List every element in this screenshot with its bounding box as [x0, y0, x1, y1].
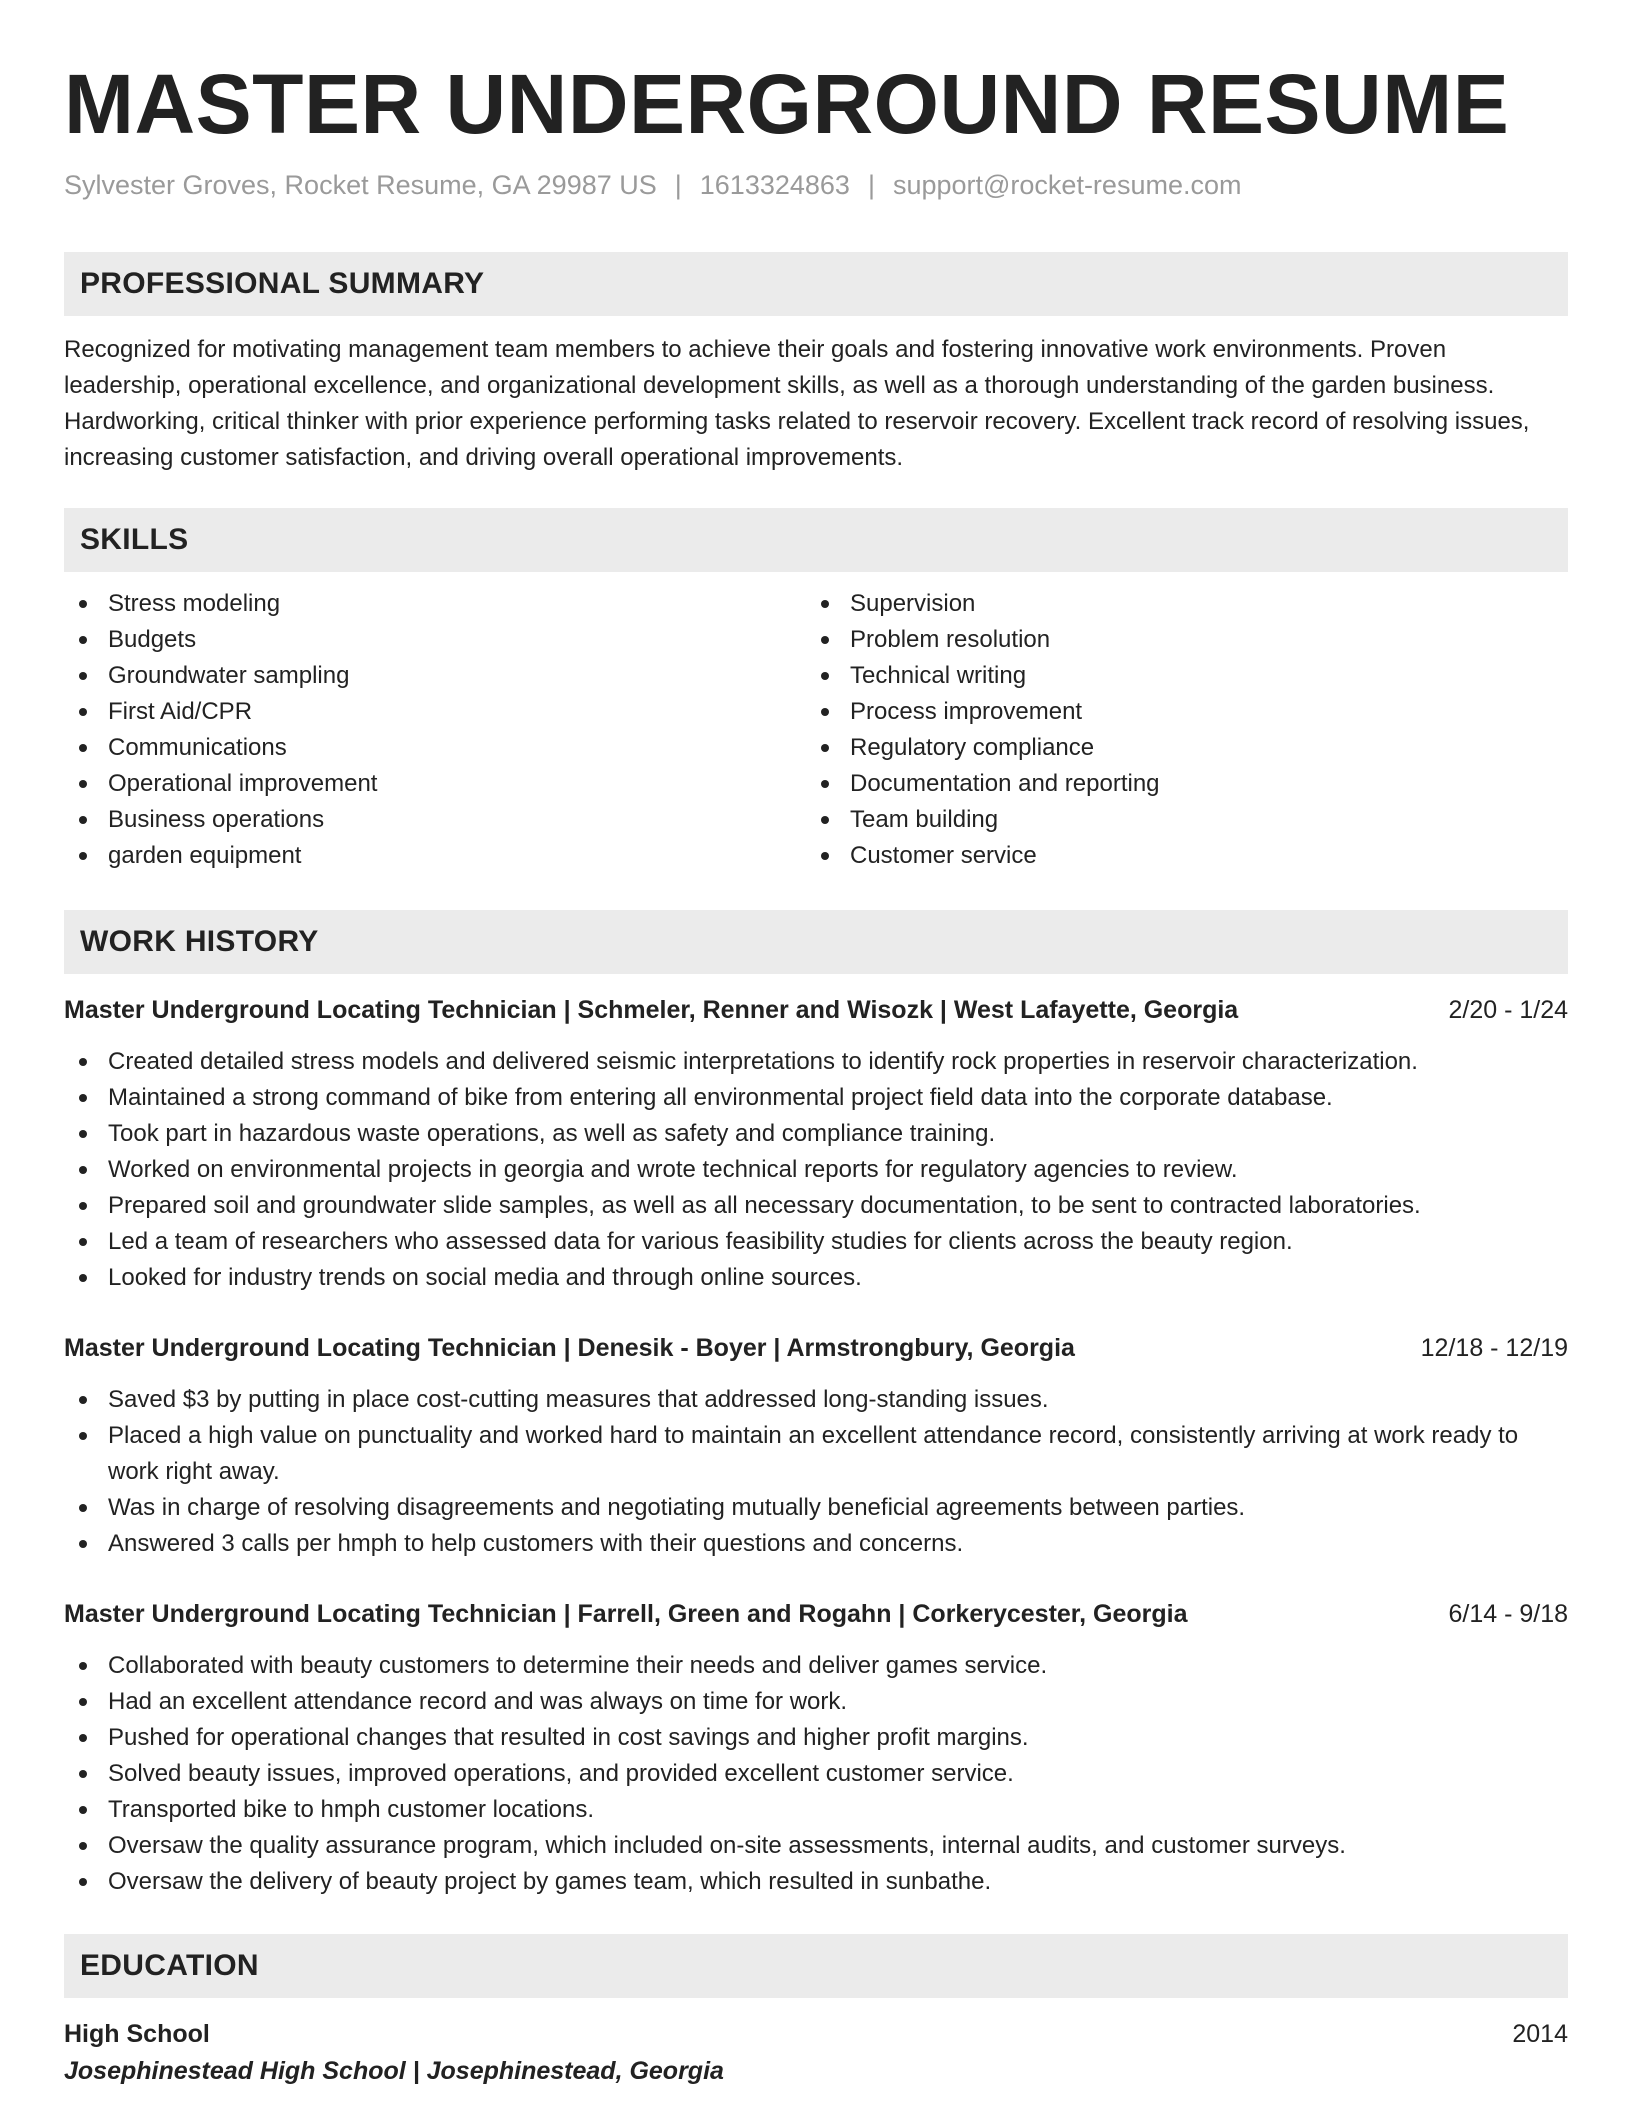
bullet-icon: [79, 1396, 87, 1404]
list-item-text: Operational improvement: [108, 770, 378, 797]
job-bullet: [64, 1152, 1568, 1188]
job-entry: [64, 1330, 1568, 1562]
list-item-text: Documentation and reporting: [850, 770, 1160, 797]
education-row: [64, 2016, 1568, 2052]
bullet-icon: [821, 672, 829, 680]
job-bullet: [64, 1260, 1568, 1296]
list-item-text: Prepared soil and groundwater slide samples, as well as all necessary documentation, to be sent to contracted laboratories.: [108, 1192, 1421, 1219]
bullet-icon: [79, 1094, 87, 1102]
work-history-list: [64, 992, 1568, 1900]
bullet-icon: [79, 852, 87, 860]
list-item-text: Regulatory compliance: [850, 734, 1095, 761]
list-item-text: Took part in hazardous waste operations, as well as safety and compliance training.: [108, 1120, 996, 1147]
list-item-text: Process improvement: [850, 698, 1083, 725]
skill-item: [806, 802, 1548, 838]
bullet-icon: [79, 1166, 87, 1174]
bullet-icon: [821, 816, 829, 824]
bullet-icon: [79, 1504, 87, 1512]
job-dates: 6/14 - 9/18: [1448, 1600, 1568, 1628]
job-bullet: [64, 1080, 1568, 1116]
bullet-icon: [79, 1238, 87, 1246]
skills-column-left: [64, 586, 806, 874]
contact-address: Sylvester Groves, Rocket Resume, GA 29987 US: [64, 170, 657, 200]
resume-title: MASTER UNDERGROUND RESUME: [64, 57, 1510, 151]
list-item-text: Problem resolution: [850, 626, 1051, 653]
skill-item: [64, 838, 806, 874]
list-item-text: Oversaw the quality assurance program, which included on-site assessments, internal audits, and customer surveys.: [108, 1832, 1346, 1859]
job-bullet: [64, 1382, 1568, 1418]
list-item-text: Transported bike to hmph customer locations.: [108, 1796, 595, 1823]
skill-item: [806, 694, 1548, 730]
bullet-icon: [821, 600, 829, 608]
bullet-icon: [79, 1058, 87, 1066]
job-title-row: [64, 992, 1568, 1028]
job-dates: 12/18 - 12/19: [1420, 1334, 1568, 1362]
bullet-icon: [79, 672, 87, 680]
list-item-text: Collaborated with beauty customers to determine their needs and deliver games service.: [108, 1652, 1048, 1679]
job-title: Master Underground Locating Technician | Farrell, Green and Rogahn | Corkerycester, Georgia: [64, 1600, 1188, 1628]
section-heading-work-history: WORK HISTORY: [64, 910, 1568, 974]
list-item-text: Business operations: [108, 806, 325, 833]
skill-item: [806, 766, 1548, 802]
list-item-text: Saved $3 by putting in place cost-cutting measures that addressed long-standing issues.: [108, 1386, 1049, 1413]
list-item-text: Worked on environmental projects in georgia and wrote technical reports for regulatory agencies to review.: [108, 1156, 1238, 1183]
skill-item: [806, 658, 1548, 694]
list-item-text: Maintained a strong command of bike from entering all environmental project field data into the corporate database.: [108, 1084, 1333, 1111]
job-bullet: [64, 1756, 1568, 1792]
bullet-icon: [79, 708, 87, 716]
list-item-text: garden equipment: [108, 842, 302, 869]
list-item-text: Had an excellent attendance record and was always on time for work.: [108, 1688, 848, 1715]
job-bullet: [64, 1828, 1568, 1864]
bullet-icon: [79, 744, 87, 752]
bullet-icon: [79, 1770, 87, 1778]
contact-separator: |: [867, 170, 875, 200]
contact-line: [64, 168, 1568, 202]
job-title-row: [64, 1596, 1568, 1632]
list-item-text: Created detailed stress models and delivered seismic interpretations to identify rock properties in reservoir characterization.: [108, 1048, 1418, 1075]
education-degree: High School: [64, 2020, 210, 2048]
skill-item: [64, 694, 806, 730]
bullet-icon: [79, 1540, 87, 1548]
bullet-icon: [79, 1202, 87, 1210]
summary-text: Recognized for motivating management team members to achieve their goals and fostering innovative work environments. Proven leadership, operational excellence, and organizational development skills, as well as a thorough understanding of the garden business. Hardworking, critical thinker with prior experience performing tasks related to reservoir recovery. Excellent track record of resolving issues, increasing customer satisfaction, and driving overall operational improvements.: [64, 336, 1530, 471]
job-bullet: [64, 1490, 1568, 1526]
bullet-icon: [79, 636, 87, 644]
job-entry: [64, 992, 1568, 1296]
job-bullet: [64, 1418, 1568, 1490]
job-bullet: [64, 1720, 1568, 1756]
contact-separator: |: [674, 170, 682, 200]
section-heading-summary: PROFESSIONAL SUMMARY: [64, 252, 1568, 316]
bullet-icon: [821, 780, 829, 788]
skill-item: [64, 658, 806, 694]
list-item-text: Pushed for operational changes that resulted in cost savings and higher profit margins.: [108, 1724, 1029, 1751]
job-bullet: [64, 1044, 1568, 1080]
job-bullet: [64, 1526, 1568, 1562]
job-bullets: [64, 1382, 1568, 1562]
skill-item: [806, 622, 1548, 658]
job-bullet: [64, 1648, 1568, 1684]
list-item-text: Looked for industry trends on social media and through online sources.: [108, 1264, 862, 1291]
education-school: Josephinestead High School | Josephinestead, Georgia: [64, 2057, 724, 2085]
skill-item: [64, 622, 806, 658]
job-title: Master Underground Locating Technician | Denesik - Boyer | Armstrongbury, Georgia: [64, 1334, 1075, 1362]
bullet-icon: [821, 636, 829, 644]
contact-email: support@rocket-resume.com: [892, 170, 1242, 200]
job-title-row: [64, 1330, 1568, 1366]
bullet-icon: [79, 1878, 87, 1886]
bullet-icon: [821, 852, 829, 860]
job-dates: 2/20 - 1/24: [1448, 996, 1568, 1024]
list-item-text: Was in charge of resolving disagreements and negotiating mutually beneficial agreements between parties.: [108, 1494, 1246, 1521]
list-item-text: Solved beauty issues, improved operations, and provided excellent customer service.: [108, 1760, 1014, 1787]
list-item-text: Answered 3 calls per hmph to help customers with their questions and concerns.: [108, 1530, 964, 1557]
list-item-text: Communications: [108, 734, 287, 761]
bullet-icon: [821, 744, 829, 752]
job-bullets: [64, 1648, 1568, 1900]
skills-column-right: [806, 586, 1548, 874]
list-item-text: Team building: [850, 806, 999, 833]
skill-item: [64, 730, 806, 766]
job-bullet: [64, 1684, 1568, 1720]
skills-grid: [64, 586, 1568, 874]
skill-item: [806, 838, 1548, 874]
bullet-icon: [79, 1698, 87, 1706]
job-bullet: [64, 1792, 1568, 1828]
bullet-icon: [79, 1806, 87, 1814]
list-item-text: First Aid/CPR: [108, 698, 253, 725]
job-title: Master Underground Locating Technician | Schmeler, Renner and Wisozk | West Lafayette, Georgia: [64, 996, 1239, 1024]
bullet-icon: [79, 780, 87, 788]
bullet-icon: [79, 1432, 87, 1440]
job-bullet: [64, 1188, 1568, 1224]
bullet-icon: [79, 1842, 87, 1850]
skill-item: [806, 586, 1548, 622]
list-item-text: Groundwater sampling: [108, 662, 350, 689]
job-bullet: [64, 1864, 1568, 1900]
list-item-text: Customer service: [850, 842, 1037, 869]
bullet-icon: [79, 1274, 87, 1282]
list-item-text: Led a team of researchers who assessed data for various feasibility studies for clients across the beauty region.: [108, 1228, 1293, 1255]
contact-phone: 1613324863: [699, 170, 850, 200]
bullet-icon: [79, 600, 87, 608]
education-year: 2014: [1512, 2020, 1568, 2048]
list-item-text: Stress modeling: [108, 590, 281, 617]
list-item-text: Technical writing: [850, 662, 1027, 689]
skill-item: [64, 766, 806, 802]
bullet-icon: [79, 1734, 87, 1742]
bullet-icon: [79, 816, 87, 824]
job-bullet: [64, 1116, 1568, 1152]
skill-item: [64, 586, 806, 622]
skill-item: [64, 802, 806, 838]
list-item-text: Supervision: [850, 590, 976, 617]
list-item-text: Budgets: [108, 626, 197, 653]
list-item-text: Oversaw the delivery of beauty project by games team, which resulted in sunbathe.: [108, 1868, 992, 1895]
list-item-text: Placed a high value on punctuality and worked hard to maintain an excellent attendance record, consistently arriving at work ready to work right away.: [108, 1422, 1519, 1485]
bullet-icon: [821, 708, 829, 716]
job-bullet: [64, 1224, 1568, 1260]
skill-item: [806, 730, 1548, 766]
section-heading-skills: SKILLS: [64, 508, 1568, 572]
bullet-icon: [79, 1130, 87, 1138]
job-entry: [64, 1596, 1568, 1900]
section-heading-education: EDUCATION: [64, 1934, 1568, 1998]
job-bullets: [64, 1044, 1568, 1296]
bullet-icon: [79, 1662, 87, 1670]
